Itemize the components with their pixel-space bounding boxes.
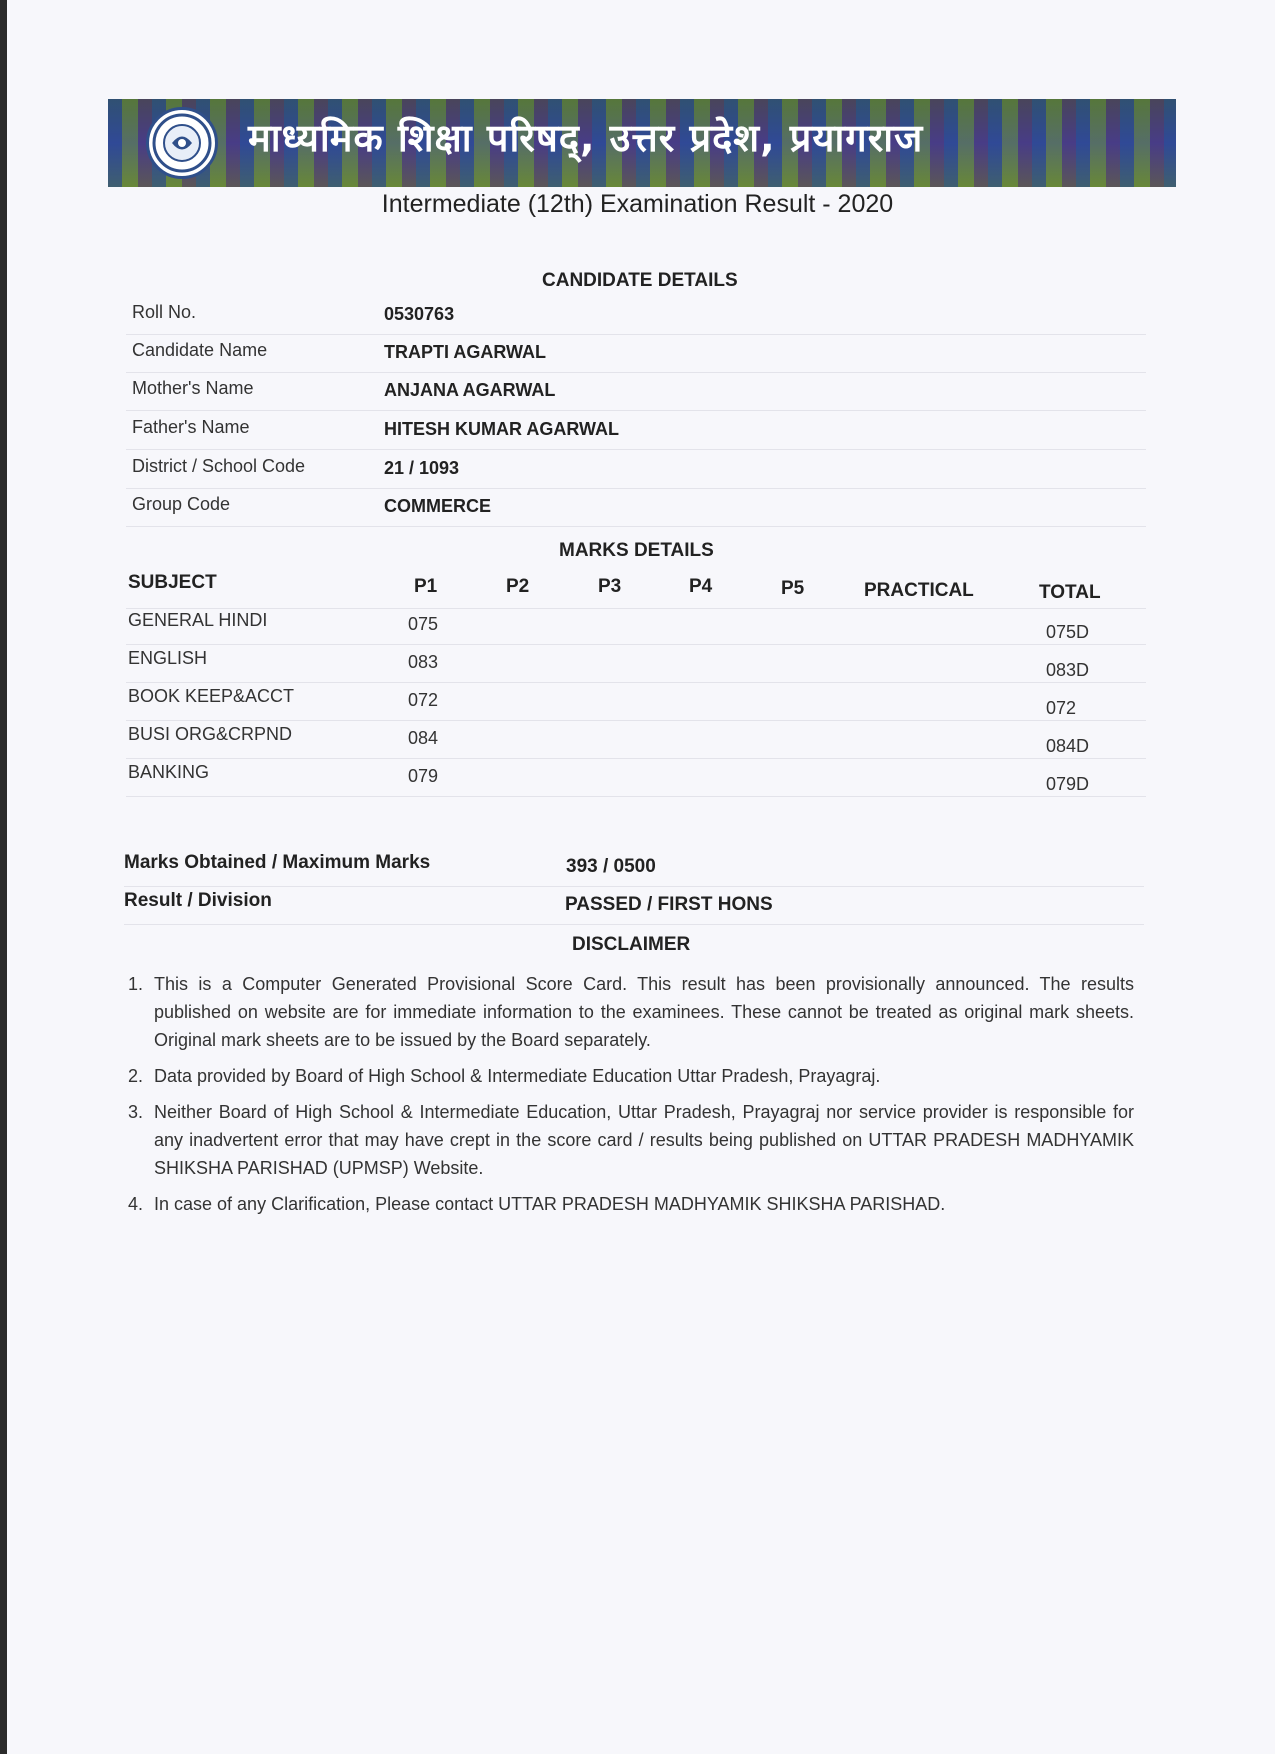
marks-row <box>126 720 1146 759</box>
marks-table-header <box>126 568 1146 609</box>
details-label: District / School Code <box>132 456 306 476</box>
marks-obtained-label: Marks Obtained / Maximum Marks <box>124 852 431 873</box>
details-label: Roll No. <box>132 302 197 322</box>
details-row-roll-no <box>126 298 1146 335</box>
marks-summary-row <box>124 848 1144 887</box>
disclaimer-text: Data provided by Board of High School & Intermediate Education Uttar Pradesh, Prayagraj. <box>154 1066 881 1086</box>
header-practical: PRACTICAL <box>864 580 974 601</box>
details-value: 0530763 <box>384 304 455 324</box>
details-row-candidate-name <box>126 336 1146 373</box>
details-row-fathers-name <box>126 413 1146 450</box>
exam-title: Intermediate (12th) Examination Result - 2020 <box>381 190 894 218</box>
board-name: माध्यमिक शिक्षा परिषद्, उत्तर प्रदेश, प्रयागराज <box>248 116 924 160</box>
details-value: ANJANA AGARWAL <box>384 380 556 400</box>
details-row-district-school-code <box>126 452 1146 489</box>
marks-details-title: MARKS DETAILS <box>559 540 714 561</box>
total-marks: 072 <box>1046 698 1077 718</box>
details-value: HITESH KUMAR AGARWAL <box>384 419 619 439</box>
disclaimer-text: In case of any Clarification, Please contact UTTAR PRADESH MADHYAMIK SHIKSHA PARISHAD. <box>154 1194 946 1214</box>
disclaimer-title: DISCLAIMER <box>572 934 691 955</box>
p1-marks: 072 <box>408 690 439 710</box>
p1-marks: 075 <box>408 614 439 634</box>
total-marks: 084D <box>1046 736 1090 756</box>
header-subject: SUBJECT <box>128 572 217 593</box>
disclaimer-item <box>124 1190 1134 1218</box>
header-p2: P2 <box>506 576 530 597</box>
details-label: Father's Name <box>132 417 250 437</box>
subject-name: ENGLISH <box>128 648 208 668</box>
board-emblem-icon <box>146 107 218 179</box>
subject-name: BUSI ORG&CRPND <box>128 724 293 744</box>
result-division-row <box>124 886 1144 925</box>
details-value: 21 / 1093 <box>384 458 460 478</box>
disclaimer-item <box>124 1062 1134 1090</box>
details-label: Candidate Name <box>132 340 268 360</box>
details-label: Group Code <box>132 494 231 514</box>
subject-name: BANKING <box>128 762 210 782</box>
disclaimer-text: Neither Board of High School & Intermediate Education, Uttar Pradesh, Prayagraj nor service provider is responsible for any inadvertent error that may have crept in the score card / results being published on UTTAR PRADESH MADHYAMIK SHIKSHA PARISHAD (UPMSP) Website. <box>154 1102 1134 1178</box>
disclaimer-number: 1. <box>128 974 144 994</box>
candidate-details-title: CANDIDATE DETAILS <box>542 270 738 291</box>
details-row-mothers-name <box>126 374 1146 411</box>
total-marks: 079D <box>1046 774 1090 794</box>
subject-name: BOOK KEEP&ACCT <box>128 686 295 706</box>
total-marks: 083D <box>1046 660 1090 680</box>
disclaimer-text: This is a Computer Generated Provisional Score Card. This result has been provisionally announced. The results published on website are for immediate information to the examinees. These cannot be treated as original mark sheets. Original mark sheets are to be issued by the Board separately. <box>154 974 1134 1050</box>
total-marks: 075D <box>1046 622 1090 642</box>
result-division-label: Result / Division <box>124 890 272 911</box>
board-banner <box>108 99 1176 187</box>
marks-obtained-value: 393 / 0500 <box>566 856 656 877</box>
details-value: TRAPTI AGARWAL <box>384 342 546 362</box>
subject-name: GENERAL HINDI <box>128 610 268 630</box>
marks-row <box>126 606 1146 645</box>
disclaimer-list <box>124 970 1134 1226</box>
disclaimer-number: 2. <box>128 1066 144 1086</box>
p1-marks: 083 <box>408 652 439 672</box>
header-p5: P5 <box>781 578 805 599</box>
header-p4: P4 <box>689 576 713 597</box>
disclaimer-number: 4. <box>128 1194 144 1214</box>
p1-marks: 084 <box>408 728 439 748</box>
details-value: COMMERCE <box>384 496 491 516</box>
marks-row <box>126 682 1146 721</box>
details-row-group-code <box>126 490 1146 527</box>
disclaimer-item <box>124 970 1134 1054</box>
details-label: Mother's Name <box>132 378 254 398</box>
header-total: TOTAL <box>1039 582 1101 603</box>
disclaimer-item <box>124 1098 1134 1182</box>
marks-row <box>126 644 1146 683</box>
p1-marks: 079 <box>408 766 439 786</box>
header-p3: P3 <box>598 576 622 597</box>
header-p1: P1 <box>414 576 438 597</box>
marks-row <box>126 758 1146 797</box>
disclaimer-number: 3. <box>128 1102 144 1122</box>
result-division-value: PASSED / FIRST HONS <box>565 894 773 915</box>
